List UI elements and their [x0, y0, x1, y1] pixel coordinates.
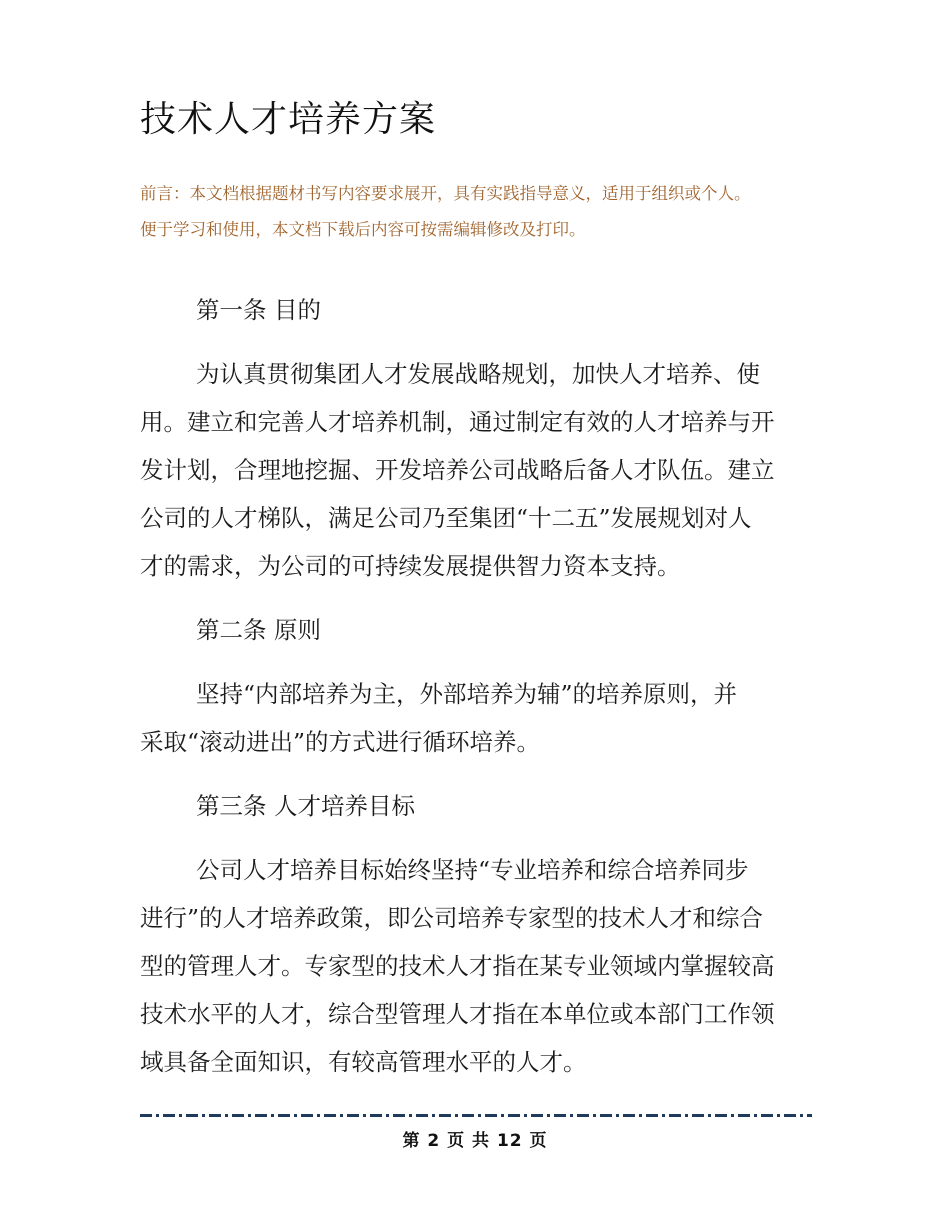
paragraph-line: 发计划，合理地挖掘、开发培养公司战略后备人才队伍。建立 [140, 456, 775, 484]
preface-line-2: 便于学习和使用，本文档下载后内容可按需编辑修改及打印。 [140, 220, 586, 239]
document-title: 技术人才培养方案 [140, 99, 437, 140]
paragraph-line: 公司人才培养目标始终坚持“专业培养和综合培养同步 [196, 856, 749, 884]
document-body [140, 286, 820, 1086]
section-heading: 第二条 原则 [196, 616, 321, 644]
paragraph-line: 进行”的人才培养政策，即公司培养专家型的技术人才和综合 [140, 904, 764, 932]
paragraph-line: 才的需求，为公司的可持续发展提供智力资本支持。 [140, 552, 681, 580]
paragraph-line: 坚持“内部培养为主，外部培养为辅”的培养原则，并 [196, 680, 738, 708]
preface-line-1: 前言：本文档根据题材书写内容要求展开，具有实践指导意义，适用于组织或个人。 [140, 184, 751, 203]
paragraph-line: 技术水平的人才，综合型管理人才指在本单位或本部门工作领 [140, 1000, 775, 1028]
paragraph-line: 公司的人才梯队，满足公司乃至集团“十二五”发展规划对人 [140, 504, 752, 532]
page-number-footer: 第 2 页 共 12 页 [402, 1131, 548, 1151]
paragraph-line: 域具备全面知识，有较高管理水平的人才。 [140, 1048, 587, 1076]
paragraph-line: 型的管理人才。专家型的技术人才指在某专业领域内掌握较高 [140, 952, 775, 980]
section-heading: 第一条 目的 [196, 296, 321, 324]
paragraph-line: 用。建立和完善人才培养机制，通过制定有效的人才培养与开 [140, 408, 775, 436]
paragraph-line: 为认真贯彻集团人才发展战略规划，加快人才培养、使 [196, 360, 760, 388]
paragraph-line: 采取“滚动进出”的方式进行循环培养。 [140, 728, 541, 756]
preface-note [140, 176, 840, 248]
section-heading: 第三条 人才培养目标 [196, 792, 415, 820]
footer-divider [140, 1114, 812, 1117]
